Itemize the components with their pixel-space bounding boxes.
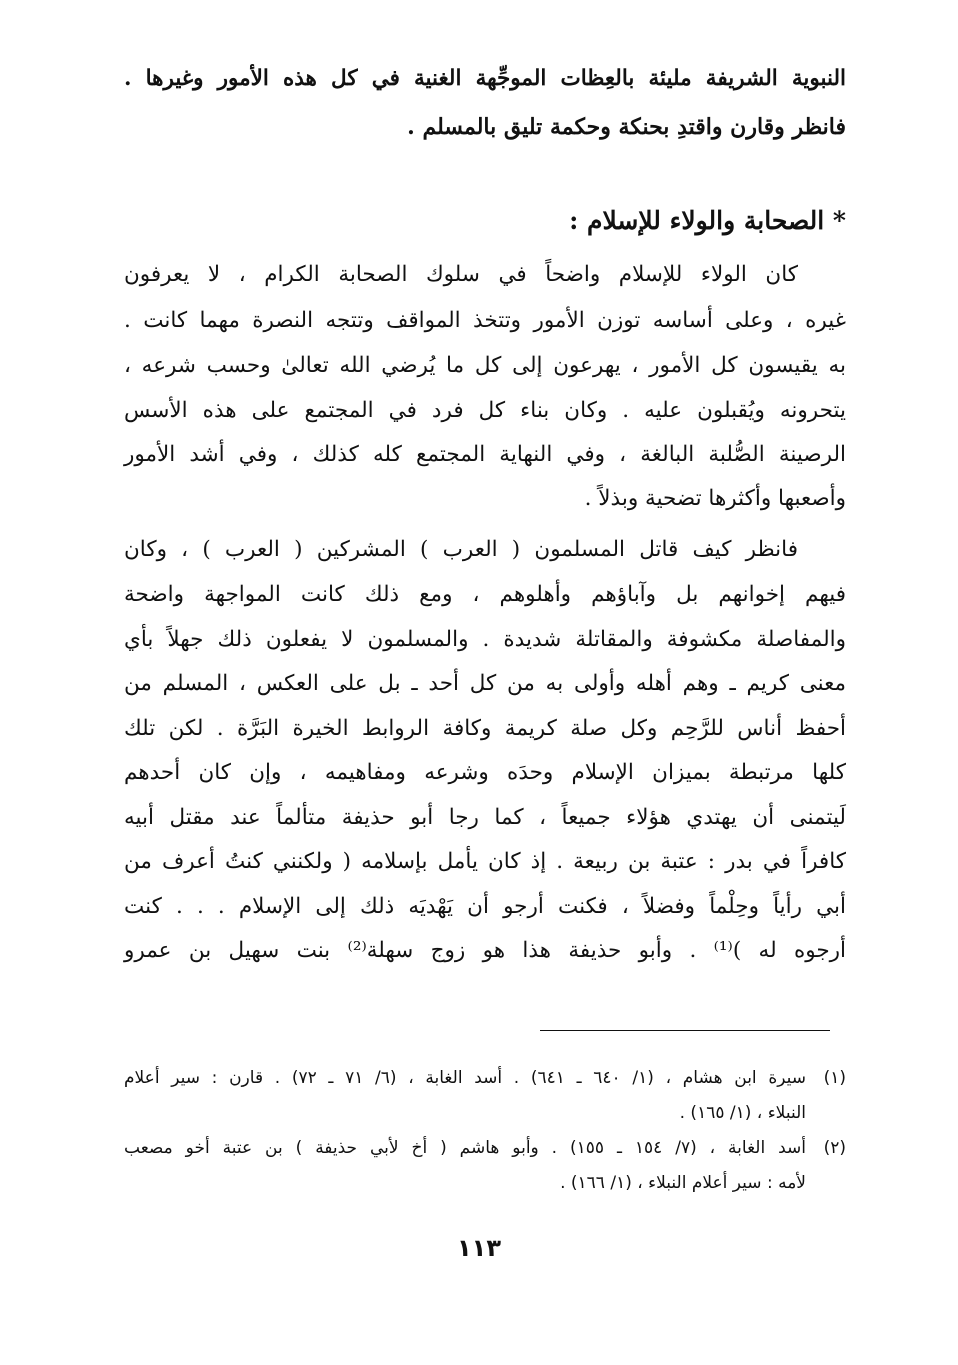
- footnote-number: (٢): [823, 1138, 846, 1158]
- footnote-separator: [540, 1030, 830, 1031]
- paragraph-line: فيهم إخوانهم بل وآباؤهم وأهلوهم ، ومع ذلك كانت المواجهة واضحة: [124, 582, 846, 607]
- footnote-2: [124, 1138, 846, 1158]
- paragraph-line: معنى كريم ـ وهم أهله وأولى به من كل أحد ـ بل على العكس ، المسلم من: [124, 671, 846, 696]
- footnote-text: سيرة ابن هشام ، (١/ ٦٤٠ ـ ٦٤١) . أسد الغابة ، (٦/ ٧١ ـ ٧٢) . قارن : سير أعلام: [124, 1068, 806, 1088]
- intro-line: النبوية الشريفة مليئة بالعِظات الموجِّهة الغنية في كل هذه الأمور وغيرها .: [124, 66, 846, 91]
- footnote-number: (١): [823, 1068, 846, 1088]
- paragraph-line: أحفظ أناس للرَّحِم وكل صلة كريمة وكافة الروابط الخيرة البَرَّة . لكن تلك: [124, 716, 846, 741]
- paragraph-line: كان الولاء للإسلام واضحاً في سلوك الصحابة الكرام ، لا يعرفون: [124, 262, 798, 287]
- footnote-text: أسد الغابة ، (٧/ ١٥٤ ـ ١٥٥) . وأبو هاشم ( أخ لأبي حذيفة ) بن عتبة أخو مصعب: [124, 1138, 806, 1158]
- intro-line: فانظر وقارن واقتدِ بحنكة وحكمة تليق بالمسلم .: [407, 114, 846, 140]
- paragraph-line: والمفاصلة مكشوفة والمقاتلة شديدة . والمسلمون لا يفعلون ذلك جهلاً بأي: [124, 627, 846, 652]
- paragraph-line: الرصينة الصُّلبة البالغة ، وفي النهاية المجتمع كله كذلك ، وفي أشد الأمور: [124, 442, 846, 467]
- paragraph-line: لَيتمنى أن يهتدي هؤلاء جميعاً ، كما رجا أبو حذيفة متألماً عند مقتل أبيه: [124, 805, 846, 830]
- paragraph-line: فانظر كيف قاتل المسلمون ( العرب ) المشركين ( العرب ) ، وكان: [124, 537, 798, 562]
- paragraph-line: أبي رأياً وحِلْماً وفضلاً ، فكنت أرجو أن يَهْديَه ذلك إلى الإسلام . . . كنت: [124, 894, 846, 919]
- footnote-2-continuation: لأمه : سير أعلام النبلاء ، (١/ ١٦٦) .: [560, 1173, 806, 1193]
- footnote-1-continuation: النبلاء ، (١/ ١٦٥) .: [679, 1103, 806, 1123]
- paragraph-line: به يقيسون كل الأمور ، يهرعون إلى كل ما يُرضي الله تعالىٰ وحسب شرعه ،: [124, 353, 846, 378]
- footnote-1: [124, 1068, 846, 1088]
- section-heading: * الصحابة والولاء للإسلام :: [569, 206, 846, 235]
- paragraph-line: غيره ، وعلى أساسه توزن الأمور وتتخذ المواقف وتتجه النصرة مهما كانت .: [124, 308, 846, 333]
- paragraph-line: وأصعبها وأكثرها تضحية وبذلاً .: [584, 486, 846, 511]
- paragraph-line: كافراً في بدر : عتبة بن ربيعة . إذ كان يأمل بإسلامه ( ولكنني كنتُ أعرف من: [124, 849, 846, 874]
- paragraph-line: كلها مرتبطة بميزان الإسلام وحدَه وشرعه ومفاهيمه ، وإن كان أحدهم: [124, 760, 846, 785]
- page-number: ١١٣: [457, 1234, 501, 1262]
- paragraph-line: أرجوه له )⁽¹⁾ . وأبو حذيفة هذا هو زوج سهلة⁽²⁾ بنت سهيل بن عمرو: [124, 938, 847, 963]
- paragraph-line: يتحرونه ويُقبلون عليه . وكان بناء كل فرد في المجتمع على هذه الأسس: [124, 398, 846, 423]
